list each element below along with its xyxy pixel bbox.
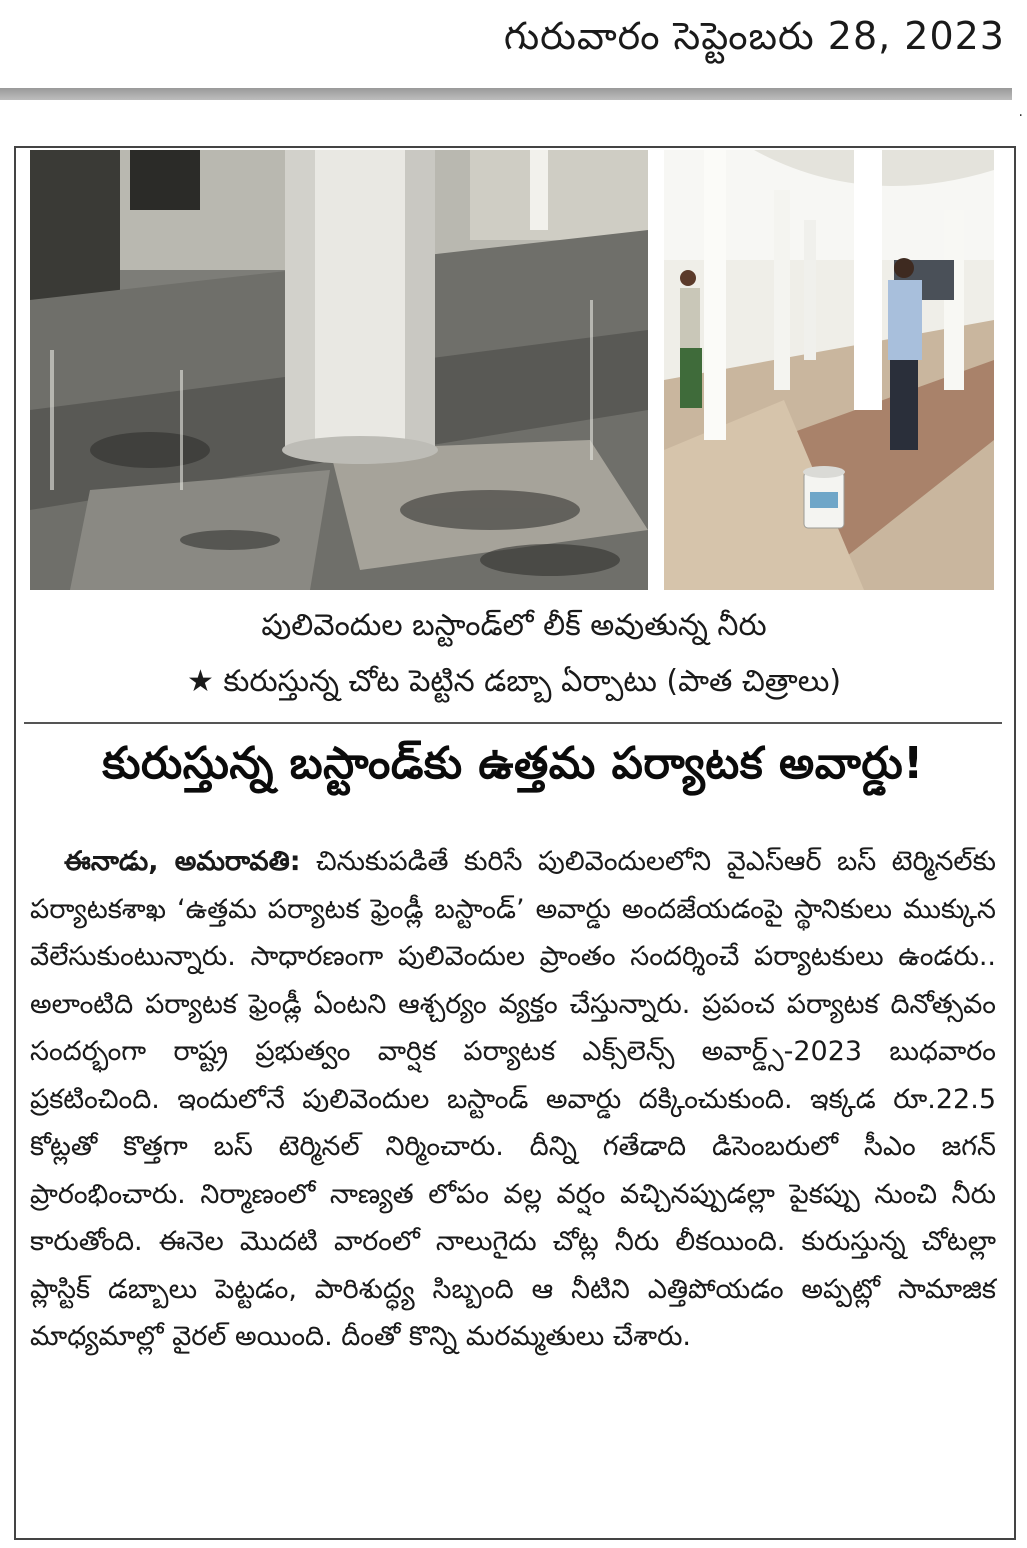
article-text: చినుకుపడితే కురిసే పులివెందులలోని వైఎస్ఆర్ బస్ టెర్మినల్‌కు పర్యాటకశాఖ ‘ఉత్తమ పర్యాటక ఫ్రెండ్లీ బస్టాండ్’ అవార్డు అందజేయడంపై స్థానికులు ముక్కున వేలేసుకుంటున్నారు. సాధారణంగా పులివెందుల ప్రాంతం సందర్శించే పర్యాటకులు ఉండరు.. అలాంటిది పర్యాటక ఫ్రెండ్లీ ఏంటని ఆశ్చర్యం వ్యక్తం చేస్తున్నారు. ప్రపంచ పర్యాటక దినోత్సవం సందర్భంగా రాష్ట్ర ప్రభుత్వం వార్షిక పర్యాటక ఎక్స్‌లెన్స్ అవార్డ్స్-2023 బుధవారం ప్రకటించింది. ఇందులోనే పులివెందుల బస్టాండ్ అవార్డు దక్కించుకుంది. ఇక్కడ రూ.22.5 కోట్లతో కొత్తగా బస్ టెర్మినల్ నిర్మించారు. దీన్ని గతేడాది డిసెంబరులో సీఎం జగన్ ప్రారంభించారు. నిర్మాణంలో నాణ్యత లోపం వల్ల వర్షం వచ్చినప్పుడల్లా పైకప్పు నుంచి నీరు కారుతోంది. ఈనెల మొదటి వారంలో నాలుగైదు చోట్ల నీరు లీకయింది. కురుస్తున్న చోటల్లా ప్లాస్టిక్ డబ్బాలు పెట్టడం, పారిశుద్ధ్య సిబ్బంది ఆ నీటిని ఎత్తిపోయడం అప్పట్లో సామాజిక మాధ్యమాల్లో వైరల్ అయింది. దీంతో కొన్ని మరమ్మతులు చేశారు. [30,846,996,1352]
headline: కురుస్తున్న బస్టాండ్‌కు ఉత్తమ పర్యాటక అవార్డు! [102,738,924,789]
dateline: గురువారం సెప్టెంబరు 28, 2023 [503,14,1005,58]
article-body [30,838,996,1361]
top-dot: . [1018,104,1023,120]
bus-terminal-bucket-photo [664,150,994,590]
pillar-leak-floor-photo [30,150,648,590]
photo-caption-line-2: ★ కురుస్తున్న చోట పెట్టిన డబ్బా ఏర్పాటు (పాత చిత్రాలు) [186,664,842,699]
top-rule [0,88,1012,100]
caption-divider [24,722,1002,724]
photo-caption-line-1: పులివెందుల బస్టాండ్‌లో లీక్ అవుతున్న నీరు [261,608,767,643]
article-lead: ఈనాడు, అమరావతి: [64,846,301,877]
